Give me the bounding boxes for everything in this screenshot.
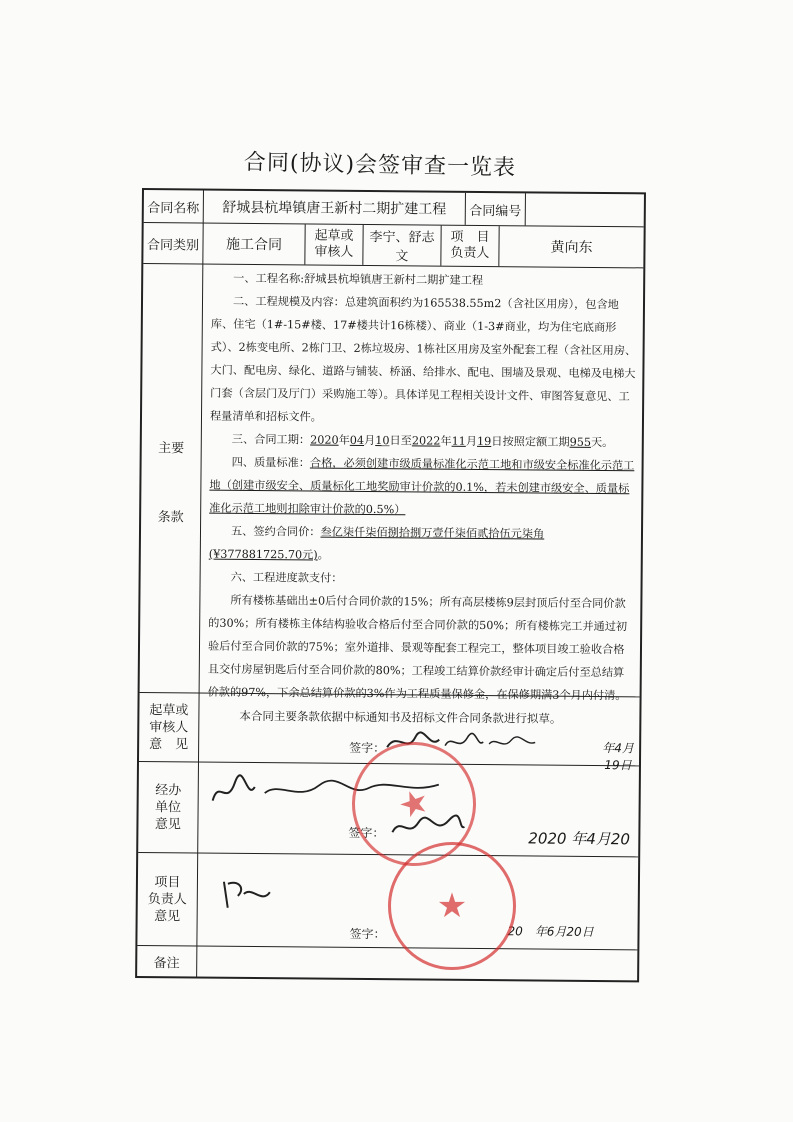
terms-label-top: 主要 [158,441,185,457]
contract-type-value: 施工合同 [203,224,305,265]
drafter-opinion-text: 本合同主要条款依据中标通知书及招标文件合同条款进行拟草。 [239,708,562,726]
drafter-value: 李宁、舒志文 [363,225,441,266]
contract-name-label: 合同名称 [144,190,204,223]
drafter-sign-label: 签字： [349,740,386,756]
end-month: 11 [451,434,466,448]
row-contract-name [144,190,644,227]
unit-opinion-label-3: 意见 [154,816,182,832]
pm-opinion-label-1: 项目 [154,874,181,890]
remark-label: 备注 [137,946,197,977]
row-contract-type [143,223,643,268]
txt-month-2: 月 [465,434,478,448]
term-payment-detail: 所有楼栋基础出±0后付合同价款的15%；所有高层楼栋9层封顶后付至合同价款的30%；所有楼栋主体结构验收合格后付至合同价款的50%；所有楼栋完工并通过初验后付至合同价款的75%；室外道排、景观等配套工程完工，整体项目竣工验收合格且交付房屋钥匙后付至合同价款的80%；工程竣工结算价款经审计确定后付至总结算价款的97%，下余总结算价款的3%作为工程质量保修金，在保修期满3个月内付清。 [207,593,628,703]
page-title: 合同(协议)会签审查一览表 [243,150,517,181]
term-duration-prefix: 三、合同工期： [231,432,311,447]
review-table [135,188,646,982]
txt-day-to: 日至 [389,434,412,448]
term-payment-heading: 六、工程进度款支付： [230,570,343,585]
term-price-prefix: 五、签约合同价： [230,524,321,539]
start-year: 2020 [310,433,339,447]
txt-month-1: 月 [364,433,376,448]
txt-year-2: 年 [440,434,452,448]
row-remarks [137,946,637,980]
contract-no-label: 合同编号 [466,193,526,226]
pm-opinion-label-2: 负责人 [147,891,187,907]
drafter-opinion-label-3: 意 见 [149,736,189,752]
pm-handwritten-mark [218,874,278,915]
drafter-opinion-label [139,693,200,762]
pm-opinion-label-3: 意见 [154,908,181,924]
unit-date: 2020 年4月20 [528,829,630,849]
drafter-label: 起草或审核人 [305,224,363,265]
txt-quota: 日按照定额工期 [491,435,570,449]
pm-sign-label: 签字： [349,926,386,942]
contract-type-label: 合同类别 [143,223,203,264]
unit-sign-label: 签字： [348,825,385,841]
start-month: 04 [349,433,365,447]
pm-label: 项 目负责人 [441,226,499,267]
term-quality [209,451,636,524]
txt-days: 天。 [590,435,614,450]
end-year: 2022 [411,434,441,448]
stamp-star-icon-2: ★ [436,886,468,926]
contract-no-value [526,193,644,226]
terms-label [140,264,204,693]
pm-date: 20 年6月20日 [507,924,594,939]
quota-days: 955 [569,435,592,449]
unit-opinion-label [138,762,199,853]
term-scale: 二、工程规模及内容：总建筑面积约为165538.55m2（含社区用房），包含地库、住宅（1#-15#楼、17#楼共计16栋楼）、商业（1-3#商业，均为住宅底商形式）、2栋变电所、2栋门卫、2栋垃圾房、1栋社区用房及室外配套工程（含社区用房、大门、配电房、绿化、道路与铺装、桥涵、给排水、配电、围墙及景观、电梯及电梯大门套（含层门及厅门）采购施工等）。具体详见工程相关设计文件、审图答复意见、工程量清单和招标文件。 [209,294,637,424]
stamp-star-icon: ★ [392,779,436,829]
pm-opinion-label [137,853,198,946]
pm-value: 黄向东 [550,239,593,256]
term-price-amount: 叁亿柒仟柒佰捌拾捌万壹仟柒佰贰拾伍元柒角(¥377881725.70元) [208,525,545,562]
term-price-suffix: 。 [317,548,329,562]
txt-year-1: 年 [338,433,350,447]
contract-name-value: 舒城县杭埠镇唐王新村二期扩建工程 [204,191,466,225]
terms-label-bottom: 条款 [157,510,184,526]
term-quality-prefix: 四、质量标准： [231,455,310,470]
term-price [209,520,635,570]
row-main-terms [140,264,644,703]
end-day: 19 [476,434,492,449]
start-day: 10 [375,434,390,448]
unit-opinion-label-2: 单位 [155,799,182,815]
drafter-opinion-label-1: 起草或 [149,702,189,718]
unit-opinion-label-1: 经办 [155,782,182,798]
terms-body [200,265,644,703]
drafter-opinion-label-2: 审核人 [149,719,189,735]
term-project-name: 一、工程名称:舒城县杭埠镇唐王新村二期扩建工程 [233,271,484,287]
drafter-date: 年4月19日 [602,741,635,773]
term-quality-detail: 合格，必须创建市级质量标准化示范工地和市级安全标准化示范工地（创建市级安全、质量标化工地奖励审计价款的0.1%，若未创建市级安全、质量标准化示范工地则扣除审计价款的0.5%） [209,456,635,517]
company-stamp [388,842,516,970]
